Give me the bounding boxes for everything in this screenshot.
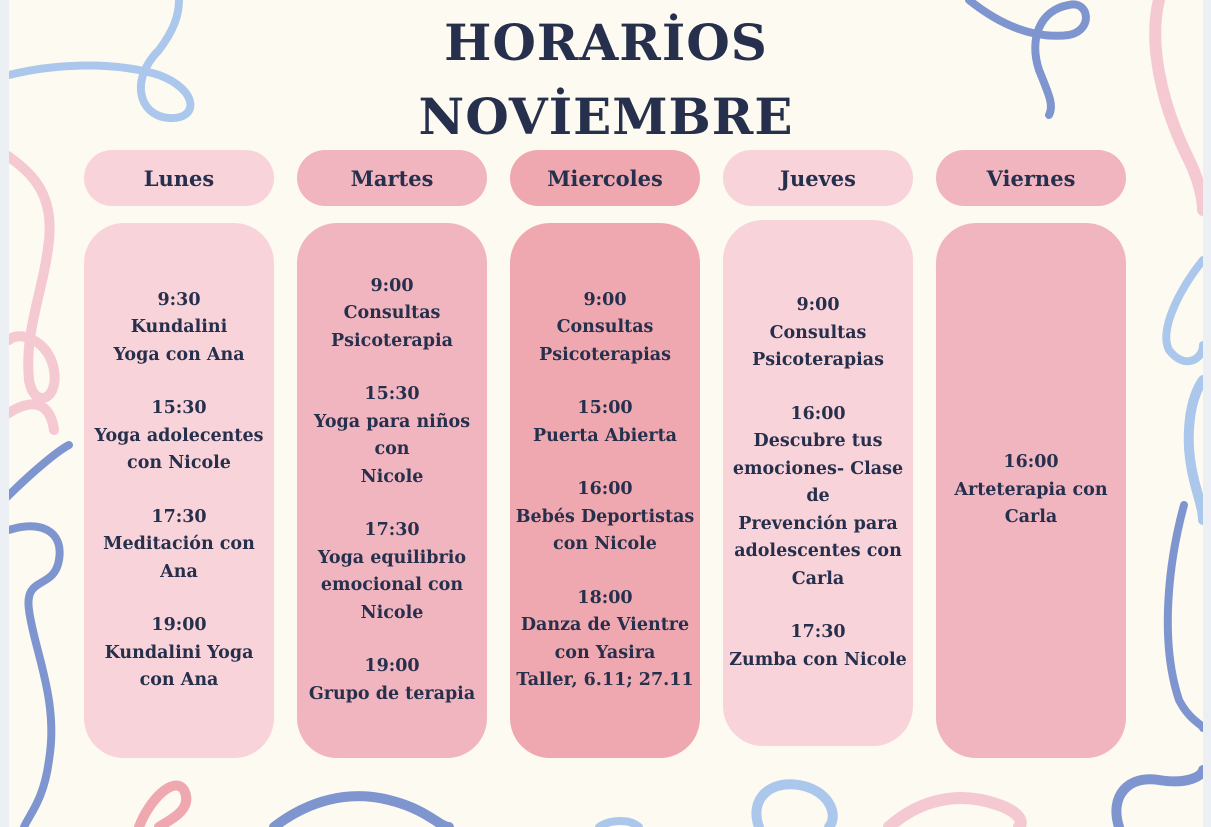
- entry-time: 18:00: [577, 587, 633, 608]
- schedule-entry: [86, 395, 272, 478]
- schedule-entry: [86, 287, 272, 370]
- entry-description: Danza de Vientre con Yasira Taller, 6.11; 27.11: [516, 615, 694, 690]
- day-header-martes: Martes: [297, 150, 487, 206]
- schedule-entry: [512, 395, 698, 450]
- day-header-jueves: Jueves: [723, 150, 913, 206]
- day-column-martes: [297, 223, 487, 758]
- entry-time: 16:00: [1003, 452, 1059, 473]
- schedule-entry: [299, 273, 485, 356]
- entry-description: Descubre tus emociones- Clase de Prevención para adolescentes con Carla: [732, 431, 904, 589]
- entry-time: 15:30: [364, 384, 420, 405]
- entry-time: 16:00: [577, 479, 633, 499]
- entry-description: Yoga equilibrio emocional con Nicole: [317, 547, 467, 623]
- day-column-viernes: [936, 223, 1126, 758]
- schedule-entry: [512, 585, 698, 695]
- schedule-entry: [512, 476, 698, 559]
- entry-description: Yoga para niños con Nicole: [313, 411, 471, 487]
- entry-description: Bebés Deportistas con Nicole: [515, 506, 695, 554]
- schedule-entry: [299, 653, 485, 708]
- day-header-miercoles: Miercoles: [510, 150, 700, 206]
- day-header-viernes: Viernes: [936, 150, 1126, 206]
- entry-description: Consultas Psicoterapia: [331, 303, 453, 351]
- schedule-poster: [9, 0, 1203, 827]
- entry-time: 17:30: [790, 622, 846, 642]
- entry-time: 17:30: [151, 506, 207, 527]
- schedule-entry: [86, 612, 272, 695]
- schedule-entry: [86, 504, 272, 587]
- page-title-line-2: NOVİEMBRE: [418, 87, 794, 146]
- schedule-entry: [938, 449, 1124, 532]
- entry-time: 19:00: [364, 656, 420, 677]
- entry-time: 17:30: [364, 520, 420, 541]
- entry-time: 19:00: [151, 615, 207, 635]
- entry-description: Consultas Psicoterapias: [752, 322, 884, 370]
- entry-time: 9:30: [157, 289, 201, 310]
- schedule-entry: [299, 517, 485, 627]
- entry-description: Yoga adolecentes con Nicole: [94, 425, 264, 473]
- schedule-entry: [512, 287, 698, 370]
- entry-description: Zumba con Nicole: [729, 649, 907, 670]
- entry-time: 9:00: [796, 295, 840, 315]
- entry-description: Kundalini Yoga con Ana: [104, 642, 254, 690]
- entry-time: 15:30: [151, 398, 207, 418]
- entry-description: Puerta Abierta: [533, 425, 677, 446]
- day-header-lunes: Lunes: [84, 150, 274, 206]
- entry-description: Grupo de terapia: [308, 683, 476, 704]
- day-column-lunes: [84, 223, 274, 758]
- day-column-miercoles: [510, 223, 700, 758]
- entry-time: 15:00: [577, 398, 633, 418]
- schedule-entry: [725, 292, 911, 375]
- entry-time: 9:00: [583, 289, 627, 310]
- schedule-entry: [725, 401, 911, 594]
- entry-description: Meditación con Ana: [103, 534, 255, 582]
- schedule-entry: [299, 381, 485, 491]
- entry-description: Kundalini Yoga con Ana: [113, 317, 245, 365]
- entry-description: Consultas Psicoterapias: [539, 317, 671, 365]
- entry-time: 16:00: [790, 403, 846, 424]
- entry-description: Arteterapia con Carla: [954, 479, 1108, 528]
- page-title-line-1: HORARİOS: [444, 13, 768, 72]
- entry-time: 9:00: [370, 275, 414, 296]
- day-column-jueves: [723, 220, 913, 746]
- schedule-entry: [725, 619, 911, 674]
